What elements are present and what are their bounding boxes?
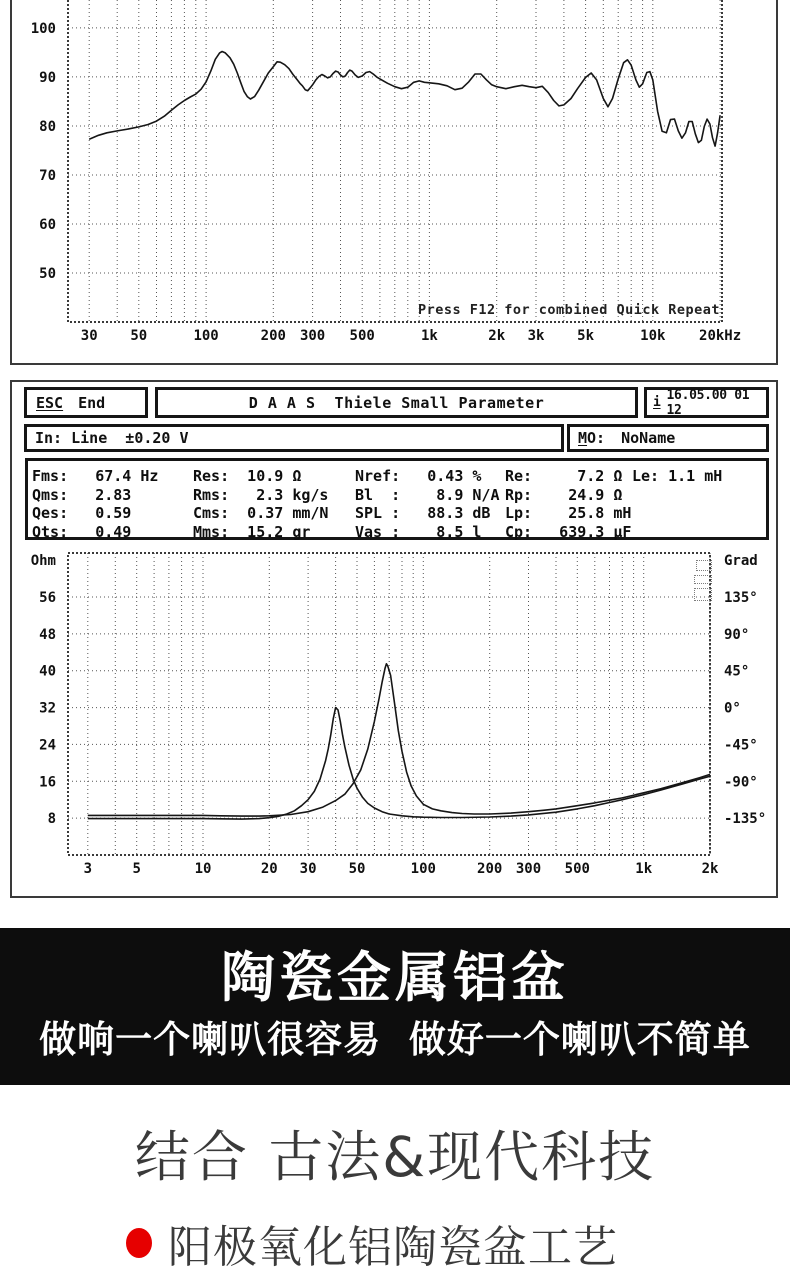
param-cell bbox=[632, 523, 766, 542]
svg-text:3k: 3k bbox=[527, 328, 545, 344]
svg-text:500: 500 bbox=[349, 328, 375, 344]
param-cell: Nref: 0.43 % bbox=[355, 467, 482, 485]
svg-text:100: 100 bbox=[410, 861, 436, 877]
svg-text:135°: 135° bbox=[724, 590, 758, 606]
param-cell: Vas : 8.5 l bbox=[355, 522, 482, 541]
svg-text:16: 16 bbox=[39, 774, 56, 791]
input-mode-label: In: Line ±0.20 V bbox=[35, 429, 189, 447]
info-icon: i bbox=[653, 395, 661, 410]
svg-text:500: 500 bbox=[564, 861, 590, 877]
mo-colon-label: O: bbox=[587, 429, 606, 447]
input-mode-box bbox=[24, 424, 564, 452]
esc-end-button[interactable] bbox=[24, 387, 148, 418]
svg-text:20kHz: 20kHz bbox=[699, 328, 742, 344]
param-cell: Bl : 8.9 N/A bbox=[355, 485, 500, 504]
svg-text:1k: 1k bbox=[635, 861, 653, 877]
mo-name-box bbox=[567, 424, 769, 452]
banner-title: 陶瓷金属铝盆 bbox=[221, 946, 569, 1009]
svg-text:3: 3 bbox=[83, 861, 93, 877]
svg-text:200: 200 bbox=[477, 861, 503, 877]
svg-text:24: 24 bbox=[39, 737, 56, 754]
param-cell bbox=[632, 486, 766, 505]
svg-text:Grad: Grad bbox=[724, 553, 758, 569]
param-cell: Rp: 24.9 Ω bbox=[505, 485, 623, 504]
svg-text:200: 200 bbox=[260, 328, 286, 344]
svg-text:Ohm: Ohm bbox=[30, 553, 56, 569]
svg-text:10k: 10k bbox=[640, 328, 666, 344]
svg-text:8: 8 bbox=[47, 811, 56, 828]
param-cell: Cp: 639.3 µF bbox=[505, 522, 632, 541]
press-f12-hint: Press F12 for combined Quick Repeat bbox=[418, 302, 720, 318]
svg-text:45°: 45° bbox=[724, 663, 750, 680]
svg-text:90: 90 bbox=[39, 69, 56, 86]
mo-value: NoName bbox=[621, 429, 676, 447]
svg-text:60: 60 bbox=[39, 217, 56, 233]
red-dot-icon bbox=[126, 1228, 152, 1258]
svg-text:32: 32 bbox=[39, 700, 56, 717]
svg-text:40: 40 bbox=[39, 663, 56, 680]
svg-text:2k: 2k bbox=[488, 328, 506, 344]
param-cell: Res: 10.9 Ω bbox=[193, 467, 302, 485]
feature-bullet-row bbox=[126, 1211, 618, 1275]
svg-text:5: 5 bbox=[132, 861, 141, 877]
param-cell: Qes: 0.59 bbox=[32, 504, 132, 522]
param-cell: Lp: 25.8 mH bbox=[505, 504, 632, 522]
svg-text:-135°: -135° bbox=[724, 811, 767, 828]
svg-text:10: 10 bbox=[194, 861, 212, 877]
svg-text:5k: 5k bbox=[577, 328, 595, 344]
feature-bullet-text: 阳极氧化铝陶瓷盆工艺 bbox=[168, 1222, 618, 1273]
datetime-label: 16.05.00 01 12 bbox=[666, 387, 750, 418]
thiele-small-parameters-table bbox=[25, 458, 769, 540]
window-title: D A A S Thiele Small Parameter bbox=[248, 393, 545, 412]
svg-text:90°: 90° bbox=[724, 626, 750, 643]
svg-text:100: 100 bbox=[193, 328, 219, 344]
svg-text:20: 20 bbox=[260, 861, 278, 877]
end-label: End bbox=[78, 393, 106, 412]
feature-heading: 结合 古法&现代科技 bbox=[134, 1125, 656, 1189]
banner-subtitle: 做响一个喇叭很容易 做好一个喇叭不简单 bbox=[39, 1018, 751, 1061]
param-cell: Cms: 0.37 mm/N bbox=[193, 504, 329, 522]
svg-text:300: 300 bbox=[515, 861, 542, 877]
product-banner bbox=[0, 928, 790, 1085]
svg-text:50: 50 bbox=[130, 328, 148, 344]
svg-text:30: 30 bbox=[299, 861, 317, 877]
param-cell: Re: 7.2 Ω bbox=[505, 467, 623, 485]
info-datetime-box bbox=[644, 387, 769, 418]
mo-key-label: M bbox=[578, 429, 588, 447]
svg-text:80: 80 bbox=[39, 119, 56, 135]
param-cell: Rms: 2.3 kg/s bbox=[193, 485, 329, 504]
svg-text:50: 50 bbox=[39, 266, 56, 282]
svg-text:0°: 0° bbox=[724, 700, 741, 717]
param-cell bbox=[632, 504, 766, 523]
svg-text:-90°: -90° bbox=[724, 774, 758, 791]
param-cell: Fms: 67.4 Hz bbox=[32, 467, 159, 485]
param-cell: Mms: 15.2 gr bbox=[193, 522, 311, 541]
param-cell: Le: 1.1 mH bbox=[632, 467, 723, 485]
svg-text:1k: 1k bbox=[420, 328, 438, 344]
svg-text:300: 300 bbox=[299, 328, 326, 344]
svg-text:48: 48 bbox=[39, 626, 56, 643]
feature-section bbox=[0, 1085, 790, 1286]
svg-text:50: 50 bbox=[348, 861, 366, 877]
esc-key-label: ESC bbox=[36, 393, 64, 412]
param-cell: Qms: 2.83 bbox=[32, 485, 132, 504]
svg-text:30: 30 bbox=[80, 328, 98, 344]
svg-text:56: 56 bbox=[39, 590, 56, 606]
param-cell: Qts: 0.49 bbox=[32, 522, 132, 541]
param-cell: SPL : 88.3 dB bbox=[355, 504, 491, 522]
svg-text:70: 70 bbox=[39, 168, 56, 184]
pixel-logo-mark-icon bbox=[678, 556, 712, 608]
svg-text:100: 100 bbox=[30, 20, 56, 37]
svg-text:2k: 2k bbox=[701, 861, 719, 877]
svg-text:-45°: -45° bbox=[724, 737, 758, 754]
window-title-box bbox=[155, 387, 638, 418]
